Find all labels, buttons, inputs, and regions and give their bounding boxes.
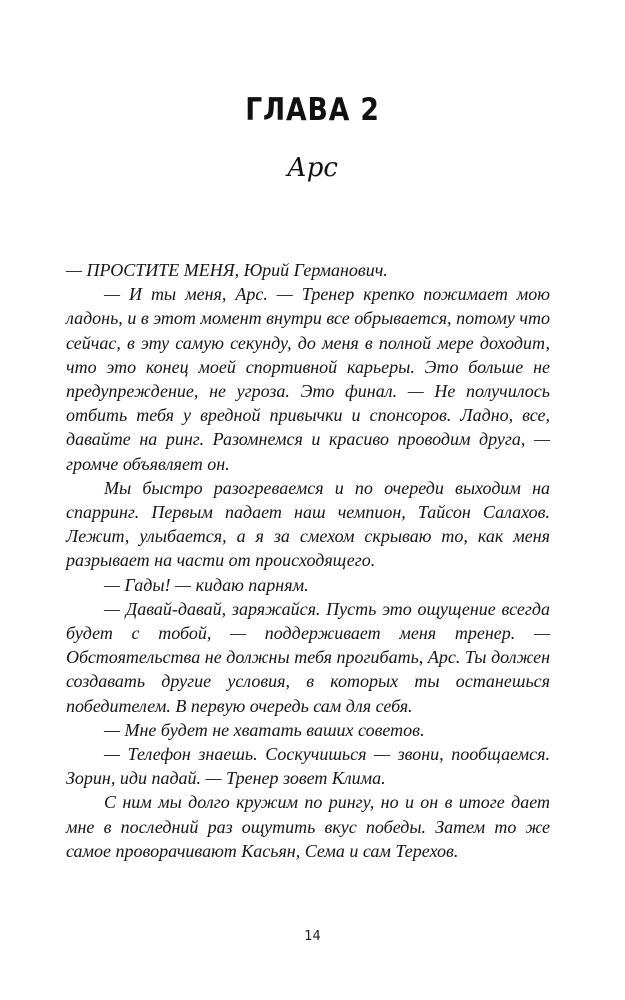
- paragraph: — Давай-давай, заряжайся. Пусть это ощущение всегда будет с тобой, — поддерживает меня тренер. — Обстоятельства не должны тебя прогибать, Арс. Ты должен создавать другие условия, в которых ты останешься победителем. В первую очередь сам для себя.: [66, 598, 550, 716]
- chapter-subtitle: Арс: [287, 153, 338, 183]
- chapter-body: [66, 258, 550, 863]
- paragraph: Мы быстро разогреваемся и по очереди выходим на спарринг. Первым падает наш чемпион, Тайсон Салахов. Лежит, улыбается, а я за смехом скрываю то, как меня разрывает на части от происходящего.: [66, 477, 550, 571]
- chapter-title: ГЛАВА 2: [245, 92, 380, 128]
- paragraph: — Гады! — кидаю парням.: [104, 574, 309, 595]
- paragraph: С ним мы долго кружим по рингу, но и он в итоге дает мне в последний раз ощутить вкус победы. Затем то же самое проворачивают Касьян, Сема и сам Терехов.: [66, 792, 550, 861]
- paragraph: — Телефон знаешь. Соскучишься — звони, пообщаемся. Зорин, иди падай. — Тренер зовет Клима.: [66, 744, 550, 789]
- paragraph: — Мне будет не хватать ваших советов.: [104, 719, 425, 740]
- paragraph: — И ты меня, Арс. — Тренер крепко пожимает мою ладонь, и в этот момент внутри все обрывается, потому что сейчас, в эту самую секунду, до меня в полной мере доходит, что это конец моей спортивной карьеры. Это больше не предупреждение, не угроза. Это финал. — Не получилось отбить тебя у вредной привычки и спонсоров. Ладно, все, давайте на ринг. Разомнемся и красиво проводим друга, — громче объявляет он.: [66, 284, 550, 474]
- paragraph: — ПРОСТИТЕ МЕНЯ, Юрий Германович.: [66, 260, 388, 280]
- page-number: 14: [304, 929, 321, 944]
